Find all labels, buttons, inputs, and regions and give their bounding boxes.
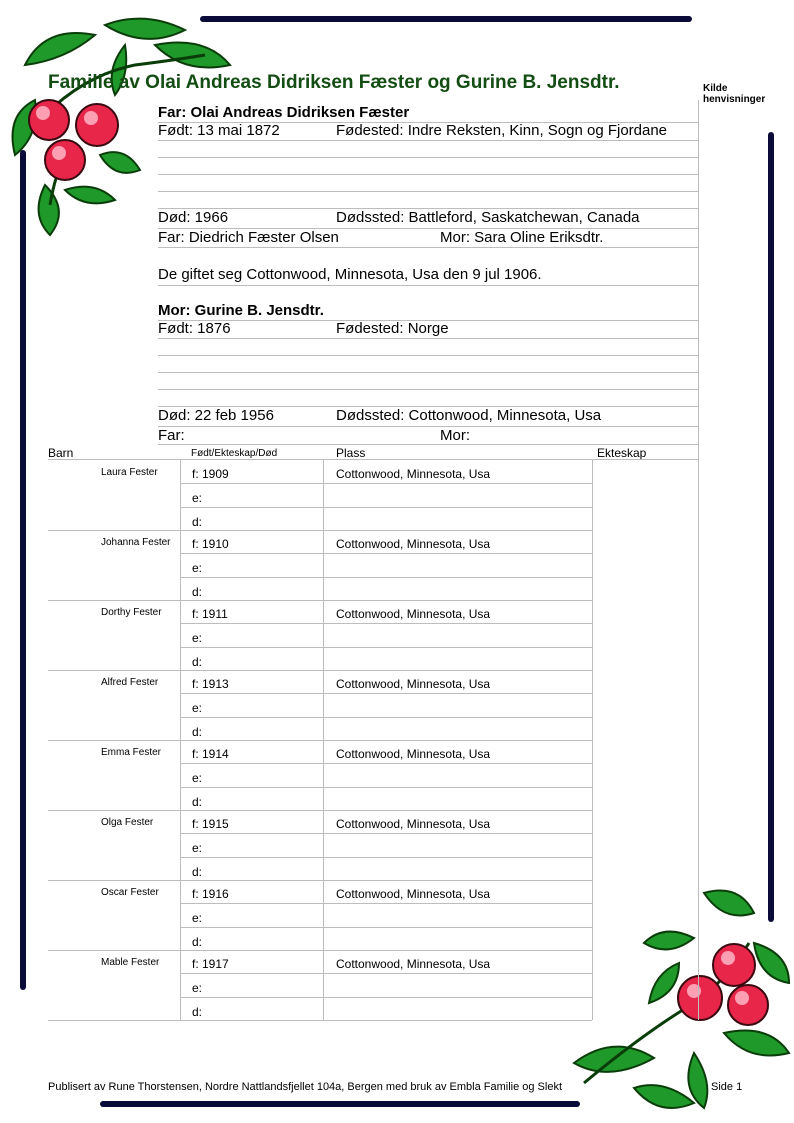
- child-place: Cottonwood, Minnesota, Usa: [336, 467, 491, 481]
- father-heading: Far: Olai Andreas Didriksen Fæster: [158, 104, 410, 121]
- child-name: Olga Fester: [101, 817, 154, 828]
- child-place: Cottonwood, Minnesota, Usa: [336, 607, 491, 621]
- row-divider: [180, 647, 592, 648]
- divider: [158, 355, 698, 356]
- child-name: Dorthy Fester: [101, 607, 162, 618]
- divider: [158, 191, 698, 192]
- mother-deathplace: Dødssted: Cottonwood, Minnesota, Usa: [336, 407, 602, 424]
- frame-bottom: [100, 1101, 580, 1107]
- child-married: e:: [192, 561, 203, 576]
- child-died: d:: [192, 1004, 203, 1019]
- child-died: d:: [192, 514, 203, 529]
- child-died: d:: [192, 724, 203, 739]
- row-divider: [180, 973, 592, 974]
- col-header-dates: Født/Ekteskap/Død: [191, 448, 278, 459]
- footer-text: Publisert av Rune Thorstensen, Nordre Nattlandsfjellet 104a, Bergen med bruk av Embla Familie og Slekt: [48, 1081, 563, 1093]
- child-block-divider: [48, 670, 592, 671]
- child-born: f: 1909: [192, 467, 229, 481]
- source-header: [703, 83, 765, 105]
- child-married: e:: [192, 631, 203, 646]
- frame-top: [200, 16, 692, 22]
- page-number: Side 1: [711, 1081, 743, 1093]
- father-deathplace: Dødssted: Battleford, Saskatchewan, Canada: [336, 209, 640, 226]
- child-died: d:: [192, 654, 203, 669]
- child-name: Mable Fester: [101, 957, 160, 968]
- row-divider: [180, 903, 592, 904]
- mother-born: Født: 1876: [158, 320, 231, 337]
- child-name: Emma Fester: [101, 747, 162, 758]
- row-divider: [180, 787, 592, 788]
- divider: [158, 426, 698, 427]
- child-block-divider: [48, 1020, 592, 1021]
- child-block-divider: [48, 530, 592, 531]
- father-birthplace: Fødested: Indre Reksten, Kinn, Sogn og Fjordane: [336, 122, 668, 139]
- child-place: Cottonwood, Minnesota, Usa: [336, 887, 491, 901]
- row-divider: [180, 483, 592, 484]
- row-divider: [180, 717, 592, 718]
- child-name: Alfred Fester: [101, 677, 159, 688]
- child-place: Cottonwood, Minnesota, Usa: [336, 537, 491, 551]
- frame-left: [20, 150, 26, 990]
- row-divider: [180, 553, 592, 554]
- child-block-divider: [48, 810, 592, 811]
- frame-right: [768, 132, 774, 922]
- child-died: d:: [192, 584, 203, 599]
- col-header-marriage: Ekteskap: [597, 446, 647, 460]
- row-divider: [180, 833, 592, 834]
- child-born: f: 1913: [192, 677, 229, 691]
- divider: [158, 247, 698, 248]
- row-divider: [180, 997, 592, 998]
- source-column-divider: [698, 100, 699, 1020]
- child-died: d:: [192, 794, 203, 809]
- child-name: Johanna Fester: [101, 537, 171, 548]
- child-block-divider: [48, 740, 592, 741]
- row-divider: [180, 693, 592, 694]
- apple-branch-icon-bottom: [554, 883, 794, 1123]
- mother-mother: Mor:: [440, 427, 470, 444]
- row-divider: [180, 927, 592, 928]
- father-father: Far: Diedrich Fæster Olsen: [158, 229, 339, 246]
- child-married: e:: [192, 491, 203, 506]
- mother-birthplace: Fødested: Norge: [336, 320, 449, 337]
- father-died: Død: 1966: [158, 209, 229, 226]
- col-divider-marriage: [592, 460, 593, 1020]
- child-married: e:: [192, 771, 203, 786]
- mother-heading: Mor: Gurine B. Jensdtr.: [158, 302, 324, 319]
- row-divider: [180, 763, 592, 764]
- row-divider: [180, 623, 592, 624]
- child-place: Cottonwood, Minnesota, Usa: [336, 957, 491, 971]
- child-place: Cottonwood, Minnesota, Usa: [336, 747, 491, 761]
- child-married: e:: [192, 701, 203, 716]
- row-divider: [180, 577, 592, 578]
- child-married: e:: [192, 911, 203, 926]
- divider: [158, 444, 698, 445]
- divider: [158, 140, 698, 141]
- divider: [158, 389, 698, 390]
- child-block-divider: [48, 600, 592, 601]
- child-block-divider: [48, 950, 592, 951]
- child-married: e:: [192, 841, 203, 856]
- child-block-divider: [48, 880, 592, 881]
- mother-father: Far:: [158, 427, 185, 444]
- child-place: Cottonwood, Minnesota, Usa: [336, 677, 491, 691]
- child-died: d:: [192, 934, 203, 949]
- father-mother: Mor: Sara Oline Eriksdtr.: [440, 229, 604, 246]
- child-born: f: 1910: [192, 537, 229, 551]
- divider: [158, 157, 698, 158]
- col-header-child: Barn: [48, 446, 74, 460]
- divider: [158, 338, 698, 339]
- child-name: Oscar Fester: [101, 887, 159, 898]
- marriage-text: De giftet seg Cottonwood, Minnesota, Usa den 9 jul 1906.: [158, 266, 542, 283]
- child-died: d:: [192, 864, 203, 879]
- father-born: Født: 13 mai 1872: [158, 122, 280, 139]
- child-name: Laura Fester: [101, 467, 158, 478]
- table-header-divider: [48, 459, 698, 460]
- child-born: f: 1917: [192, 957, 229, 971]
- child-born: f: 1915: [192, 817, 229, 831]
- divider: [158, 285, 698, 286]
- row-divider: [180, 507, 592, 508]
- divider: [158, 174, 698, 175]
- row-divider: [180, 857, 592, 858]
- mother-died: Død: 22 feb 1956: [158, 407, 274, 424]
- child-born: f: 1914: [192, 747, 229, 761]
- child-born: f: 1911: [192, 607, 228, 621]
- source-header-line2: henvisninger: [703, 94, 766, 105]
- child-married: e:: [192, 981, 203, 996]
- child-born: f: 1916: [192, 887, 229, 901]
- page-title: Familie av Olai Andreas Didriksen Fæster og Gurine B. Jensdtr.: [48, 72, 620, 93]
- source-header-line1: Kilde: [703, 83, 728, 94]
- child-place: Cottonwood, Minnesota, Usa: [336, 817, 491, 831]
- divider: [158, 372, 698, 373]
- col-header-place: Plass: [336, 446, 366, 460]
